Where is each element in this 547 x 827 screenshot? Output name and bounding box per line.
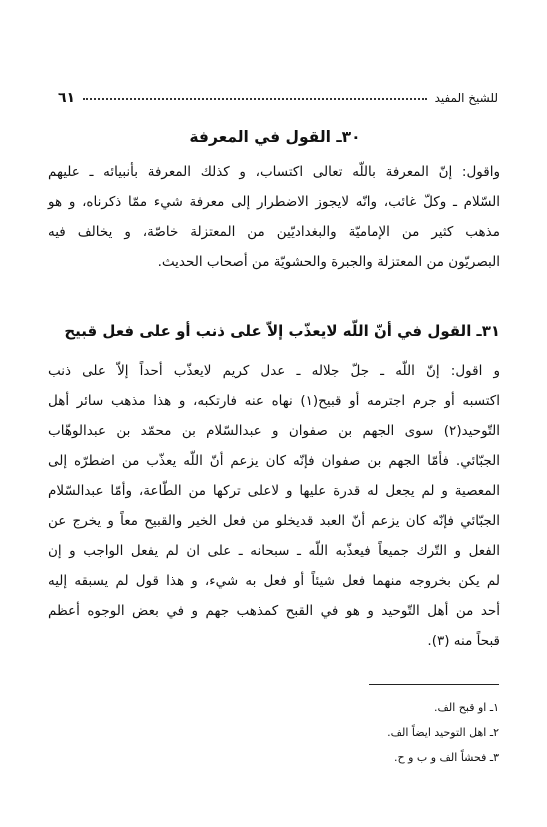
dotted-leader (83, 96, 426, 100)
section-30-paragraph (48, 157, 500, 277)
text-line: السّلام ـ وكلّ غائب، وانّه لايجوز الاضطرار إلى معرفة شيء ممّا ذكرناه، و هو (48, 194, 500, 210)
footnote-separator (369, 684, 499, 685)
footnotes (199, 695, 499, 770)
text-line: الفعل و التّرك جميعاً فيعذّبه اللّه ـ سبحانه ـ على ان لم يفعل الواجب و إن (48, 543, 500, 559)
section-heading-30: ٣٠ـ القول في المعرفة (189, 128, 361, 146)
text-line: لم يكن بخروجه منهما فعل شيئاً أو فعل به شيء، و هذا قول لم يسبقه إليه (48, 573, 500, 589)
text-line: قبحاً منه (٣). (427, 633, 500, 649)
text-line: مذهب كثير من الإماميّة والبغداديّين من المعتزلة خاصّة، و يخالف فيه (48, 224, 500, 240)
text-line: واقول: إنّ المعرفة باللّه تعالى اكتساب، و كذلك المعرفة بأنبيائه ـ عليهم (48, 164, 500, 180)
text-line: الجبّائي. فأمّا الجهم بن صفوان فإنّه كان يزعم أنّ اللّه يعذّب من اضطرّه إلى (48, 453, 500, 469)
text-line: البصريّون من المعتزلة والجبرة والحشويّة من أصحاب الحديث. (157, 254, 500, 270)
page-number: ٦١ (58, 90, 76, 106)
footnote: ١ـ او قبح الف. (434, 701, 499, 714)
text-line: المعصية و لم يجعل له قدرة عليها و لاعلى تركها من الطّاعة، وأمّا عبدالسّلام (48, 483, 500, 499)
section-31-paragraph (48, 356, 500, 656)
text-line: أحد من أهل التّوحيد و هو في القبح كمذهب جهم و في بعض الوجوه أعظم (48, 603, 500, 619)
footnote: ٣ـ فحشاً الف و ب و ح. (393, 751, 499, 764)
text-line: التّوحيد(٢) سوى الجهم بن صفوان و عبدالسّلام بن محمّد بن عبدالوهّاب (48, 423, 500, 439)
footnote: ٢ـ اهل التوحيد ايضاً الف. (387, 726, 499, 739)
text-line: اكتسبه أو جرم اجترمه أو قبيح(١) نهاه عنه فارتكبه، و هذا مذهب سائر أهل (48, 393, 500, 409)
text-line: و اقول: إنّ اللّه ـ جلّ جلاله ـ عدل كريم لايعذّب أحداً إلاّ على ذنب (48, 363, 500, 379)
text-line: الجبّائي فإنّه كان يزعم أنّ العبد قديخلو من فعل الخير والقبيح معاً و يخرج عن (48, 513, 500, 529)
section-heading-31: ٣١ـ القول في أنّ اللّه لايعذّب إلاّ على ذنب أو على فعل قبيح (64, 322, 500, 340)
running-header (58, 88, 498, 108)
running-title: للشيخ المفيد (434, 91, 498, 105)
